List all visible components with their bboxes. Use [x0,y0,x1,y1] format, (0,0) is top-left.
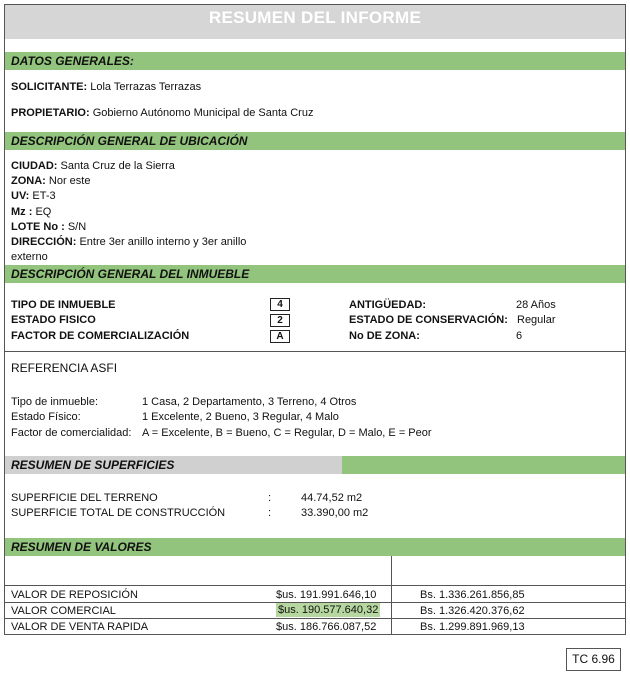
conservacion-label: ESTADO DE CONSERVACIÓN: [349,314,508,326]
section-inmueble: DESCRIPCIÓN GENERAL DEL INMUEBLE [5,265,625,283]
ref-tipo-value: 1 Casa, 2 Departamento, 3 Terreno, 4 Otros [142,396,357,408]
zona-no-label: No DE ZONA: [349,330,420,342]
uv-row [11,189,56,203]
conservacion-value: Regular [517,314,556,326]
zona-row [11,174,90,188]
valor-label: VALOR DE VENTA RAPIDA [11,621,149,633]
valor-label: VALOR COMERCIAL [11,605,116,617]
section-ubicacion: DESCRIPCIÓN GENERAL DE UBICACIÓN [5,132,625,150]
estado-fisico-label: ESTADO FISICO [11,314,96,326]
report-title: RESUMEN DEL INFORME [5,5,625,31]
valores-col-divider [391,556,392,635]
section-valores: RESUMEN DE VALORES [5,538,625,556]
tipo-inmueble-box: 4 [270,298,290,311]
solicitante-label: SOLICITANTE: [11,81,88,93]
solicitante-row [11,80,201,94]
direccion-value-cont: externo [11,251,48,263]
mz-row [11,205,51,219]
factor-label: FACTOR DE COMERCIALIZACIÓN [11,330,190,342]
ref-factor-label: Factor de comercialidad: [11,427,132,439]
ref-estado-label: Estado Físico: [11,411,81,423]
sup-construccion-colon: : [268,507,272,519]
propietario-label: PROPIETARIO: [11,107,90,119]
superficies-band-accent [342,456,625,474]
title-underbar [5,31,625,39]
ref-tipo-label: Tipo de inmueble: [11,396,99,408]
direccion-value: Entre 3er anillo interno y 3er anillo [76,236,247,248]
sup-construccion-label: SUPERFICIE TOTAL DE CONSTRUCCIÓN [11,507,226,519]
mz-label: Mz : [11,206,33,218]
sup-construccion-value: 33.390,00 m2 [301,507,369,519]
lote-label: LOTE No : [11,221,65,233]
valor-bs: Bs. 1.326.420.376,62 [420,605,525,617]
divider [5,351,625,352]
valor-label: VALOR DE REPOSICIÓN [11,589,138,601]
propietario-row [11,106,313,120]
ciudad-row [11,159,175,173]
valor-bs: Bs. 1.336.261.856,85 [420,589,525,601]
mz-value: EQ [32,206,52,218]
valores-divider [5,585,625,586]
tipo-cambio-box: TC 6.96 [566,648,621,671]
referencia-title: REFERENCIA ASFI [11,361,118,375]
propietario-value: Gobierno Autónomo Municipal de Santa Cruz [89,107,314,119]
antiguedad-value: 28 Años [516,299,556,311]
direccion-row [11,235,246,249]
ref-factor-value: A = Excelente, B = Bueno, C = Regular, D = Malo, E = Peor [142,427,432,439]
direccion-label: DIRECCIÓN: [11,236,77,248]
tipo-inmueble-label: TIPO DE INMUEBLE [11,299,116,311]
lote-value: S/N [64,221,87,233]
valor-usd: $us. 191.991.646,10 [276,589,377,601]
sup-terreno-value: 44.74,52 m2 [301,492,363,504]
estado-fisico-box: 2 [270,314,290,327]
valor-usd-highlighted: $us. 190.577.640,32 [278,604,379,616]
ciudad-label: CIUDAD: [11,160,58,172]
section-superficies: RESUMEN DE SUPERFICIES [5,456,342,474]
solicitante-value: Lola Terrazas Terrazas [87,81,202,93]
ref-estado-value: 1 Excelente, 2 Bueno, 3 Regular, 4 Malo [142,411,339,423]
zona-label: ZONA: [11,175,46,187]
ciudad-value: Santa Cruz de la Sierra [57,160,175,172]
valor-usd: $us. 186.766.087,52 [276,621,377,633]
sup-terreno-colon: : [268,492,272,504]
uv-label: UV: [11,190,30,202]
section-datos-generales: DATOS GENERALES: [5,52,625,70]
uv-value: ET-3 [29,190,56,202]
factor-box: A [270,330,290,343]
lote-row [11,220,86,234]
zona-value: Nor este [45,175,91,187]
valores-divider [5,618,625,619]
zona-no-value: 6 [516,330,523,342]
sup-terreno-label: SUPERFICIE DEL TERRENO [11,492,158,504]
valor-bs: Bs. 1.299.891.969,13 [420,621,525,633]
antiguedad-label: ANTIGÜEDAD: [349,299,426,311]
